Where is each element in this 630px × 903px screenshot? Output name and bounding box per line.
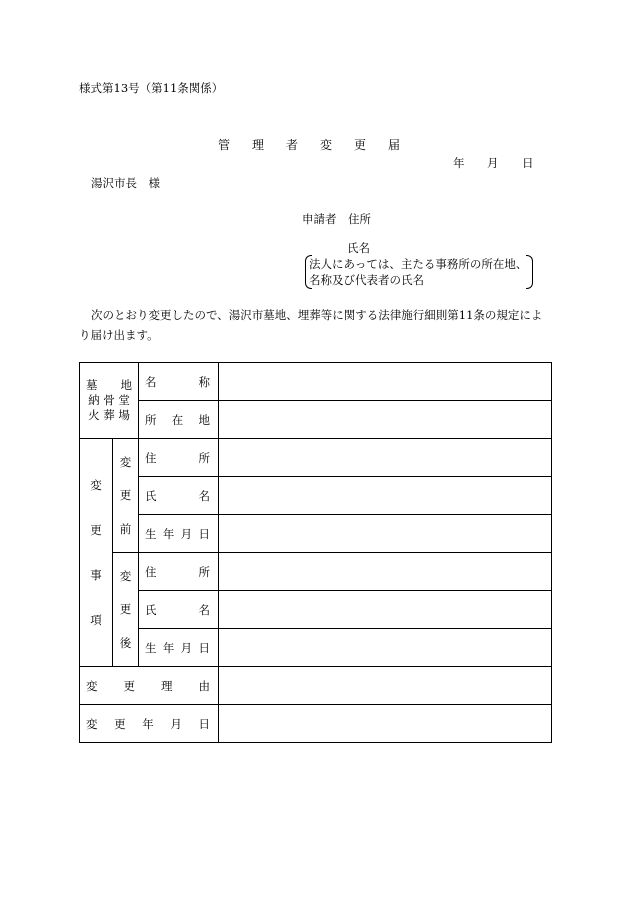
body-text: 次のとおり変更したので、湯沢市墓地、埋葬等に関する法律施行細則第11条の規定により届け出ます。 xyxy=(79,308,543,342)
before-name-row xyxy=(80,477,552,515)
change-reason-field[interactable] xyxy=(219,667,552,705)
label-char: 年 xyxy=(142,716,154,731)
label-char: 所 xyxy=(145,412,157,427)
label-char: 更 xyxy=(123,678,135,693)
label-char: 地 xyxy=(198,412,210,427)
label-char: 理 xyxy=(161,678,173,693)
label-char: 生 xyxy=(145,526,157,541)
change-form-table xyxy=(79,362,552,743)
label-char: 名 xyxy=(198,602,210,617)
before-birthdate-field[interactable] xyxy=(219,515,552,553)
label-char: 所 xyxy=(198,450,210,465)
change-date-field[interactable] xyxy=(219,705,552,743)
label-char: 名 xyxy=(145,374,157,389)
label-char: 名 xyxy=(198,488,210,503)
facility-location-row xyxy=(80,401,552,439)
date-day: 日 xyxy=(522,156,534,170)
after-birthdate-field[interactable] xyxy=(219,629,552,667)
before-name-field[interactable] xyxy=(219,477,552,515)
label-char: 変 xyxy=(86,716,98,731)
note-line-2: 名称及び代表者の氏名 xyxy=(309,273,424,287)
corporate-note xyxy=(305,255,533,289)
label-char: 所 xyxy=(198,564,210,579)
facility-location-label xyxy=(139,401,219,439)
label-char: 年 xyxy=(162,526,175,541)
facility-location-field[interactable] xyxy=(219,401,552,439)
after-name-row xyxy=(80,591,552,629)
label-char: 称 xyxy=(198,374,210,389)
label-char: 年 xyxy=(162,640,175,655)
after-name-field[interactable] xyxy=(219,591,552,629)
label-char: 月 xyxy=(180,640,193,655)
before-address-field[interactable] xyxy=(219,439,552,477)
after-address-label xyxy=(139,553,219,591)
facility-type-cell xyxy=(80,363,139,439)
document-title: 管理者変更届 xyxy=(218,138,423,152)
before-change-label xyxy=(113,439,139,553)
facility-name-label xyxy=(139,363,219,401)
after-name-label xyxy=(139,591,219,629)
label-char: 変 xyxy=(119,569,132,584)
before-birthdate-label xyxy=(139,515,219,553)
before-address-label xyxy=(139,439,219,477)
label-char: 日 xyxy=(198,640,210,655)
label-char: 在 xyxy=(171,412,184,427)
label-char: 更 xyxy=(90,523,102,537)
change-reason-label xyxy=(80,667,219,705)
label-char: 更 xyxy=(114,716,126,731)
before-address-row xyxy=(80,439,552,477)
label-char: 氏 xyxy=(145,488,157,503)
change-date-row xyxy=(80,705,552,743)
label-char: 住 xyxy=(145,450,157,465)
label-char: 前 xyxy=(119,521,132,536)
reason-row xyxy=(80,667,552,705)
change-date-label xyxy=(80,705,219,743)
after-address-field[interactable] xyxy=(219,553,552,591)
addressee: 湯沢市長 様 xyxy=(91,176,160,190)
applicant-name-label: 氏名 xyxy=(347,241,370,255)
label-char: 月 xyxy=(180,526,193,541)
label-char: 日 xyxy=(198,526,210,541)
label-char: 由 xyxy=(198,678,210,693)
label-char: 氏 xyxy=(145,602,157,617)
change-items-label xyxy=(80,439,113,667)
label-char: 変 xyxy=(90,478,102,492)
label-char: 更 xyxy=(119,488,132,503)
label-char: 項 xyxy=(90,613,102,627)
facility-name-field[interactable] xyxy=(219,363,552,401)
label-char: 後 xyxy=(119,635,132,650)
date-month: 月 xyxy=(487,156,499,170)
after-birthdate-row xyxy=(80,629,552,667)
label-char: 事 xyxy=(90,568,102,582)
label-char: 月 xyxy=(170,716,182,731)
after-change-label xyxy=(113,553,139,667)
facility-ossuary: 納 骨 堂 xyxy=(88,393,130,407)
after-birthdate-label xyxy=(139,629,219,667)
facility-cemetery: 墓 地 xyxy=(86,378,132,392)
label-char: 更 xyxy=(119,602,132,617)
facility-name-row xyxy=(80,363,552,401)
before-birthdate-row xyxy=(80,515,552,553)
label-char: 日 xyxy=(198,716,210,731)
facility-crematorium: 火 葬 場 xyxy=(88,408,130,422)
label-char: 変 xyxy=(119,455,132,470)
applicant-address-label: 申請者 住所 xyxy=(302,212,371,226)
label-char: 生 xyxy=(145,640,157,655)
before-name-label xyxy=(139,477,219,515)
form-number: 様式第13号（第11条関係） xyxy=(79,81,224,95)
date-year: 年 xyxy=(453,156,465,170)
after-address-row xyxy=(80,553,552,591)
label-char: 変 xyxy=(86,678,98,693)
note-line-1: 法人にあっては、主たる事務所の所在地、 xyxy=(309,257,528,271)
label-char: 住 xyxy=(145,564,157,579)
